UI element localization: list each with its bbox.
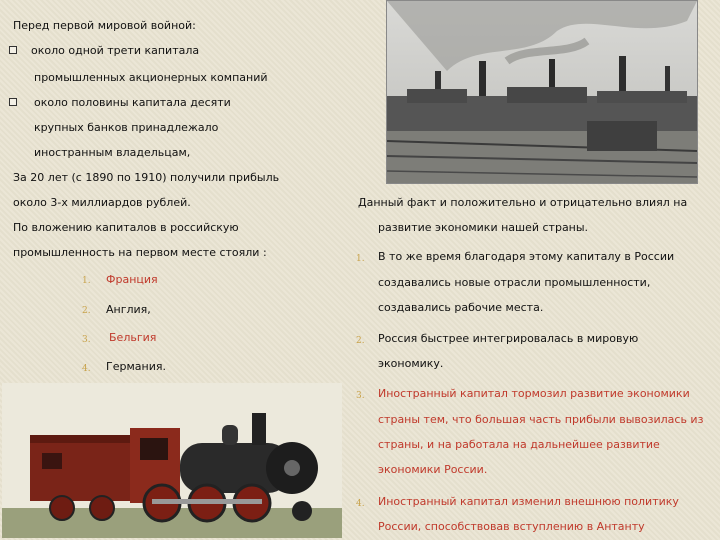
bullet-2-line-1: около половины капитала десяти [34, 96, 231, 109]
item-2-line-1: Россия быстрее интегрировалась в мировую [378, 332, 639, 345]
item-number: 2. [356, 336, 365, 346]
item-1-line-2: создавались новые отрасли промышленности, [378, 276, 651, 289]
profit-line-2: около 3-х миллиардов рублей. [13, 196, 191, 209]
right-intro-line-2: развитие экономики нашей страны. [378, 221, 589, 234]
item-number: 3. [356, 391, 365, 401]
bullet-square-icon [9, 98, 17, 106]
item-number: 1. [356, 254, 365, 264]
profit-line-1: За 20 лет (с 1890 по 1910) получили прибыль [13, 171, 280, 184]
country-number: 3. [82, 335, 91, 345]
country-name: Англия, [106, 303, 151, 316]
item-4-line-2: России, способствовав вступлению в Антанту [378, 520, 645, 533]
item-3-line-1: Иностранный капитал тормозил развитие экономики [378, 387, 690, 400]
item-3-line-3: страны, и на работала на дальнейшее развитие [378, 438, 660, 451]
invest-line-2: промышленность на первом месте стояли : [13, 246, 267, 259]
item-3-line-2: страны тем, что большая часть прибыли вывозилась из [378, 413, 704, 426]
country-name: Бельгия [109, 331, 157, 344]
country-number: 1. [82, 276, 91, 286]
country-name: Франция [106, 273, 158, 286]
item-3-line-4: экономики России. [378, 463, 488, 476]
item-number: 4. [356, 499, 365, 509]
locomotive-painting [2, 383, 342, 538]
right-intro-line-1: Данный факт и положительно и отрицательно влиял на [358, 196, 688, 209]
bullet-2-line-3: иностранным владельцам, [34, 146, 191, 159]
bullet-1-line-2: промышленных акционерных компаний [34, 71, 268, 84]
left-heading: Перед первой мировой войной: [13, 19, 196, 32]
item-4-line-1: Иностранный капитал изменил внешнюю политику [378, 495, 679, 508]
item-1-line-1: В то же время благодаря этому капиталу в России [378, 250, 675, 263]
item-2-line-2: экономику. [378, 357, 444, 370]
item-1-line-3: создавались рабочие места. [378, 301, 544, 314]
invest-line-1: По вложению капиталов в российскую [13, 221, 239, 234]
country-name: Германия. [106, 360, 166, 373]
country-number: 2. [82, 306, 91, 316]
bullet-1-line-1: около одной трети капитала [31, 44, 200, 57]
bullet-2-line-2: крупных банков принадлежало [34, 121, 219, 134]
factory-photo [386, 0, 698, 184]
bullet-square-icon [9, 46, 17, 54]
country-number: 4. [82, 364, 91, 374]
